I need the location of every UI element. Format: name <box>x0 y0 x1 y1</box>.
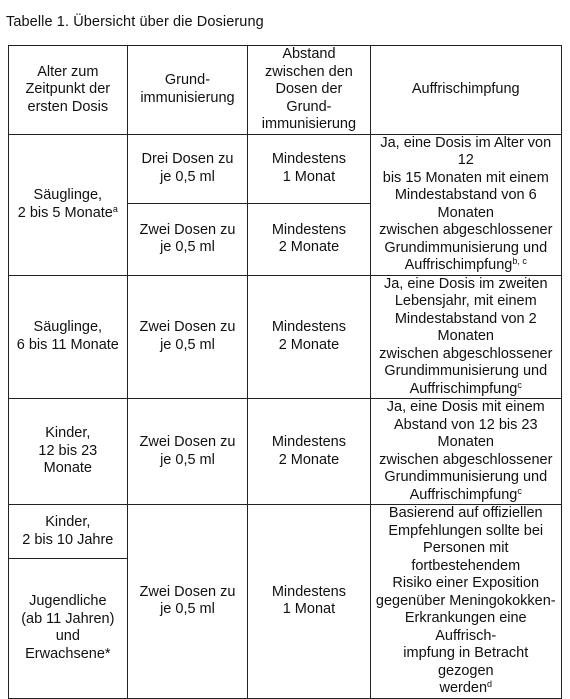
cell-line: 12 bis 23 Monate <box>38 442 98 477</box>
cell-line: Mindestens <box>271 583 346 600</box>
cell-line: je 0,5 ml <box>160 239 215 256</box>
table-row <box>9 275 562 399</box>
cell-line: je 0,5 ml <box>160 336 215 353</box>
header-interval-line: Abstand <box>282 46 336 62</box>
cell-primary-two-doses <box>127 204 248 275</box>
table-caption: Tabelle 1. Übersicht über die Dosierung <box>6 14 264 30</box>
dosage-table <box>8 45 562 699</box>
cell-line: und Erwachsene* <box>25 628 111 662</box>
cell-text: Auffrischimpfung <box>404 257 513 273</box>
cell-line: Risiko einer Exposition <box>392 575 540 591</box>
cell-primary-two-doses <box>127 399 248 505</box>
cell-line: Zwei Dosen zu <box>139 434 236 450</box>
cell-text: Auffrischimpfung <box>409 486 518 503</box>
cell-line: Mindestens <box>271 151 346 168</box>
footnote-marker: d <box>487 679 493 689</box>
header-primary-line: immunisierung <box>140 89 235 106</box>
cell-line: 2 bis 10 Jahre <box>22 531 114 548</box>
cell-line: Abstand von 12 bis 23 Monaten <box>394 416 538 450</box>
cell-interval-one-month <box>248 505 370 699</box>
header-age-line: ersten Dosis <box>27 98 109 115</box>
cell-line: Mindestens <box>271 319 346 336</box>
cell-line: Mindestabstand von 6 Monaten <box>394 187 537 221</box>
cell-line: zwischen abgeschlossener <box>379 345 553 362</box>
cell-primary-two-doses <box>127 505 248 699</box>
header-interval-line: zwischen den <box>264 63 353 80</box>
cell-age-adolescents-adults <box>9 559 128 698</box>
cell-line: gegenüber Meningokokken- <box>375 592 556 609</box>
header-primary-line: Grund- <box>164 72 211 89</box>
cell-line <box>375 381 557 399</box>
cell-line <box>375 680 557 698</box>
table-row <box>9 505 562 559</box>
cell-booster-adolescents-adults <box>370 505 561 699</box>
cell-line <box>375 487 557 505</box>
cell-line: Kinder, <box>45 425 91 442</box>
cell-age-children-12-23 <box>9 399 128 505</box>
cell-line: zwischen abgeschlossener <box>379 451 553 468</box>
cell-text: werden <box>439 680 488 696</box>
cell-line: Mindestens <box>271 434 346 450</box>
cell-text: Auffrischimpfung <box>409 380 518 397</box>
cell-line: zwischen abgeschlossener <box>379 222 553 238</box>
cell-booster-children-12-23 <box>370 399 561 505</box>
cell-age-children-2-10 <box>9 505 128 559</box>
footnote-marker: a <box>112 203 118 214</box>
cell-line: Drei Dosen zu <box>141 151 234 168</box>
cell-line: Ja, eine Dosis mit einem <box>386 399 545 415</box>
header-dose-interval <box>248 46 370 135</box>
cell-line: Mindestabstand von 2 Monaten <box>394 310 537 344</box>
header-interval-line: immunisierung <box>261 116 357 132</box>
cell-line <box>375 257 557 275</box>
cell-line: 2 Monate <box>278 451 340 468</box>
cell-line: Lebensjahr, mit einem <box>394 293 537 309</box>
cell-interval-one-month <box>248 134 370 204</box>
cell-line: Zwei Dosen zu <box>139 583 236 600</box>
cell-line: Basierend auf offiziellen <box>388 505 543 521</box>
header-age-line: Zeitpunkt der <box>25 81 111 97</box>
cell-line: Kinder, <box>45 514 91 531</box>
cell-line <box>13 205 123 223</box>
cell-interval-two-months <box>248 399 370 505</box>
header-age-line: Alter zum <box>37 63 99 80</box>
cell-line: Säuglinge, <box>33 187 103 203</box>
header-primary-immunization <box>127 46 248 135</box>
cell-text: 2 bis 5 Monate <box>17 204 113 221</box>
footnote-marker: c <box>517 485 522 496</box>
footnote-marker: c <box>517 379 522 390</box>
cell-line: bis 15 Monaten mit einem <box>382 169 549 186</box>
cell-booster-infants-2-5 <box>370 134 561 275</box>
cell-line: je 0,5 ml <box>160 451 215 468</box>
cell-interval-two-months <box>248 275 370 399</box>
table-header-row <box>9 46 562 135</box>
cell-line: Zwei Dosen zu <box>139 319 236 336</box>
cell-primary-two-doses <box>127 275 248 399</box>
cell-line: Grundimmunisierung und <box>384 239 548 256</box>
table-row <box>9 399 562 505</box>
table-row <box>9 134 562 204</box>
cell-primary-three-doses <box>127 134 248 204</box>
header-booster: Auffrischimpfung <box>370 46 561 135</box>
cell-line: Ja, eine Dosis im zweiten <box>383 275 548 292</box>
header-age <box>9 46 128 135</box>
cell-age-infants-6-11 <box>9 275 128 399</box>
cell-line: je 0,5 ml <box>160 168 215 185</box>
header-interval-line: Dosen der Grund- <box>275 81 343 115</box>
cell-line: 2 Monate <box>278 239 340 256</box>
cell-line: 1 Monat <box>282 168 336 185</box>
cell-line: Säuglinge, <box>33 319 103 336</box>
cell-line: Ja, eine Dosis im Alter von 12 <box>380 134 552 168</box>
cell-line: 6 bis 11 Monate <box>16 336 119 353</box>
cell-line: Mindestens <box>271 221 346 238</box>
cell-booster-infants-6-11 <box>370 275 561 399</box>
cell-line: 1 Monat <box>282 601 336 618</box>
cell-line: Jugendliche <box>29 593 107 610</box>
cell-line: Erkrankungen eine Auffrisch- <box>404 610 527 644</box>
cell-line: Grundimmunisierung und <box>384 363 548 379</box>
cell-line: impfung in Betracht gezogen <box>403 645 529 679</box>
cell-line: Personen mit fortbestehendem <box>411 540 521 574</box>
cell-line: (ab 11 Jahren) <box>21 610 115 627</box>
cell-age-infants-2-5 <box>9 134 128 275</box>
cell-line: je 0,5 ml <box>160 601 215 618</box>
footnote-marker: b, c <box>512 256 527 266</box>
cell-line: Zwei Dosen zu <box>139 221 236 238</box>
cell-line: 2 Monate <box>278 336 340 353</box>
cell-interval-two-months <box>248 204 370 275</box>
cell-line: Empfehlungen sollte bei <box>388 522 544 539</box>
cell-line: Grundimmunisierung und <box>384 469 548 485</box>
